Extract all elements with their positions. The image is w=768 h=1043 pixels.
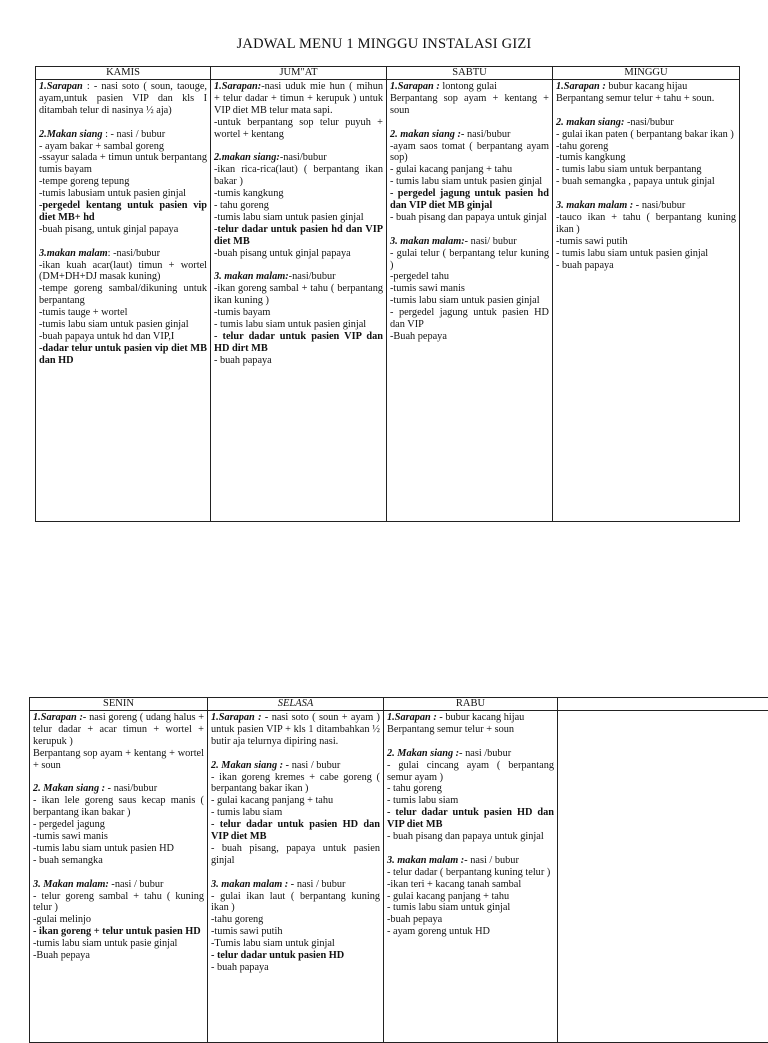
menu-line	[556, 176, 736, 188]
menu-item-text: - nasi soto ( soun, taouge, ayam,untuk pasien VIP dan kls I ditambah telur di nasinya ½ aja)	[39, 81, 207, 116]
menu-item-text: -tumis bayam	[214, 307, 270, 318]
menu-line	[39, 319, 207, 331]
menu-item-text: nasi soto ( soun + ayam ) untuk pasien VIP + kls 1 ditambahkan ½ butir aja telurnya dipiring nasi.	[211, 712, 380, 747]
menu-item-text: -buah pepaya	[387, 914, 442, 925]
menu-line	[387, 783, 554, 795]
menu-item-text: - pergedel jagung untuk pasien hd dan VIP diet MB ginjal	[390, 188, 549, 211]
menu-item-text: -buah pisang untuk ginjal papaya	[214, 248, 351, 259]
menu-line	[556, 117, 736, 129]
menu-item-text: nasi/bubur	[114, 783, 157, 794]
menu-item-text: -tumis tauge + wortel	[39, 307, 127, 318]
menu-table-week-part-2	[29, 697, 768, 1043]
menu-item-text: Berpantang semur telur + soun	[387, 724, 514, 735]
menu-item-text: - ayam bakar + sambal goreng	[39, 141, 164, 152]
menu-item-text: -gulai melinjo	[33, 914, 91, 925]
menu-item-text: - telur goreng sambal + tahu ( kuning telur )	[33, 891, 204, 914]
menu-item-text: - gulai kacang panjang + tahu	[390, 164, 512, 175]
menu-item-text: nasi / bubur	[115, 879, 164, 890]
meal-label: 2. Makan siang : -	[33, 783, 111, 794]
meal-section	[211, 879, 380, 974]
menu-line	[211, 926, 380, 938]
menu-item-text: -untuk berpantang sop telur puyuh + wortel + kentang	[214, 117, 383, 140]
menu-item-text: - tahu goreng	[387, 783, 442, 794]
menu-line	[211, 938, 380, 950]
menu-item-text: - tumis labu siam untuk pasien ginjal	[214, 319, 366, 330]
menu-line	[387, 795, 554, 807]
menu-line	[33, 819, 204, 831]
menu-item-text: -tahu goreng	[556, 141, 608, 152]
menu-item-text: -nasi/bubur	[113, 248, 160, 259]
menu-item-text: -tumis sawi manis	[33, 831, 108, 842]
menu-item-text: - telur dadar untuk pasien VIP dan HD dirt MB	[214, 331, 383, 354]
menu-line	[390, 236, 549, 248]
menu-item-text: -pergedel kentang untuk pasien vip diet MB+ hd	[39, 200, 207, 223]
menu-item-text: - telur dadar untuk pasien HD dan VIP diet MB	[387, 807, 554, 830]
menu-line	[33, 926, 204, 938]
menu-line	[39, 176, 207, 188]
menu-line	[390, 176, 549, 188]
menu-line	[390, 164, 549, 176]
menu-item-text: nasi / bubur	[297, 879, 346, 890]
menu-line	[214, 117, 383, 141]
menu-line	[39, 331, 207, 343]
day-cell-jumat	[211, 80, 387, 522]
menu-item-text: - gulai kacang panjang + tahu	[387, 891, 509, 902]
menu-line	[211, 879, 380, 891]
day-cell-empty	[558, 711, 768, 1043]
menu-line	[387, 760, 554, 784]
menu-line	[214, 331, 383, 355]
menu-line	[211, 843, 380, 867]
menu-line	[214, 200, 383, 212]
menu-line	[214, 224, 383, 248]
menu-item-text: - pergedel jagung untuk pasien HD dan VIP	[390, 307, 549, 330]
menu-line	[211, 962, 380, 974]
menu-item-text: -nasi/bubur	[627, 117, 674, 128]
menu-line	[390, 129, 549, 141]
meal-label: 2. makan siang:	[556, 117, 624, 128]
menu-line	[390, 93, 549, 117]
day-cell-sabtu	[387, 80, 553, 522]
menu-item-text: -tumis kangkung	[556, 152, 626, 163]
day-header-sabtu: SABTU	[387, 67, 553, 80]
menu-item-text: -tumis labusiam untuk pasien ginjal	[39, 188, 186, 199]
menu-line	[556, 141, 736, 153]
menu-line	[390, 271, 549, 283]
meal-label: 3. Makan malam: -	[33, 879, 115, 890]
menu-item-text: -tumis labu siam untuk pasie ginjal	[33, 938, 177, 949]
meal-section	[387, 712, 554, 736]
menu-item-text: -tumis labu siam untuk pasien ginjal	[39, 319, 189, 330]
meal-section	[390, 129, 549, 224]
meal-label: 1.Sarapan :-	[33, 712, 86, 723]
menu-line: 3.makan malam: -nasi/bubur	[39, 248, 207, 260]
menu-line	[211, 795, 380, 807]
meal-section	[211, 712, 380, 748]
meal-label: 3. makan malam:	[214, 271, 289, 282]
menu-line	[387, 748, 554, 760]
menu-line	[556, 81, 736, 93]
meal-label: 3. makan malam :-	[387, 855, 468, 866]
menu-line	[556, 248, 736, 260]
menu-item-text: -tumis labu siam untuk pasien HD	[33, 843, 174, 854]
menu-line: 1.Sarapan : - nasi soto ( soun, taouge, ayam,untuk pasien VIP dan kls I ditambah telur di nasinya ½ aja)	[39, 81, 207, 117]
menu-item-text: bubur kacang hijau	[608, 81, 687, 92]
menu-line	[214, 355, 383, 367]
meal-section	[390, 81, 549, 117]
menu-line	[33, 914, 204, 926]
menu-item-text: - ikan goreng + telur untuk pasien HD	[33, 926, 201, 937]
menu-line	[33, 891, 204, 915]
menu-line	[387, 891, 554, 903]
menu-line	[33, 855, 204, 867]
menu-line	[556, 129, 736, 141]
meal-label: 1.Sarapan	[39, 81, 83, 92]
menu-line	[214, 212, 383, 224]
meal-section	[39, 248, 207, 367]
menu-item-text: -Buah pepaya	[33, 950, 90, 961]
meal-section	[387, 855, 554, 938]
menu-item-text: -tauco ikan + tahu ( berpantang kuning ikan )	[556, 212, 736, 235]
menu-item-text: - gulai cincang ayam ( berpantang semur ayam )	[387, 760, 554, 783]
menu-item-text: - tumis labu siam untuk berpantang	[556, 164, 702, 175]
menu-line	[556, 164, 736, 176]
menu-item-text: - ayam goreng untuk HD	[387, 926, 490, 937]
menu-line	[214, 152, 383, 164]
day-header-rabu: RABU	[384, 698, 558, 711]
menu-item-text: nasi goreng ( udang halus + telur dadar + acar timun + wortel + kerupuk )	[33, 712, 204, 747]
menu-line	[211, 914, 380, 926]
meal-label: 3. makan malam:-	[390, 236, 468, 247]
meal-section	[214, 81, 383, 141]
menu-item-text: -telur dadar untuk pasien hd dan VIP diet MB	[214, 224, 383, 247]
menu-line	[387, 902, 554, 914]
menu-line	[214, 81, 383, 117]
document-title: JADWAL MENU 1 MINGGU INSTALASI GIZI	[0, 36, 768, 53]
menu-line	[211, 891, 380, 915]
meal-section	[214, 152, 383, 259]
menu-line	[556, 93, 736, 105]
menu-item-text: nasi/bubur	[467, 129, 510, 140]
day-cell-kamis	[36, 80, 211, 522]
meal-section	[33, 712, 204, 772]
menu-item-text: -Tumis labu siam untuk ginjal	[211, 938, 335, 949]
meal-label: 2. makan siang :-	[390, 129, 464, 140]
menu-item-text: - buah pisang, papaya untuk pasien ginjal	[211, 843, 380, 866]
menu-item-text: -pergedel tahu	[390, 271, 449, 282]
menu-item-text: - tumis labu siam	[387, 795, 458, 806]
menu-item-text: -tumis sawi putih	[211, 926, 283, 937]
menu-line	[214, 283, 383, 307]
day-header-minggu: MINGGU	[553, 67, 740, 80]
menu-item-text: nasi/ bubur	[471, 236, 517, 247]
meal-label: 1.Sarapan : -	[211, 712, 268, 723]
menu-item-text: -Buah pepaya	[390, 331, 447, 342]
menu-line	[390, 212, 549, 224]
menu-item-text: -nasi/bubur	[280, 152, 327, 163]
menu-item-text: -tempe goreng tepung	[39, 176, 129, 187]
menu-item-text: - telur dadar ( berpantang kuning telur )	[387, 867, 550, 878]
menu-line	[387, 867, 554, 879]
meal-label: 2.makan siang:	[214, 152, 280, 163]
menu-line	[33, 938, 204, 950]
meal-section	[556, 117, 736, 188]
menu-item-text: -nasi/bubur	[289, 271, 336, 282]
menu-line	[390, 188, 549, 212]
menu-item-text: nasi / bubur	[292, 760, 341, 771]
menu-item-text: - telur dadar untuk pasien HD	[211, 950, 344, 961]
meal-section	[33, 879, 204, 962]
menu-line	[390, 283, 549, 295]
menu-line	[556, 200, 736, 212]
menu-item-text: -ikan goreng sambal + tahu ( berpantang ikan kuning )	[214, 283, 383, 306]
menu-line	[214, 248, 383, 260]
menu-line	[39, 307, 207, 319]
meal-section	[387, 748, 554, 843]
menu-line	[387, 926, 554, 938]
day-cell-rabu	[384, 711, 558, 1043]
menu-item-text: -ayam saos tomat ( berpantang ayam sop)	[390, 141, 549, 164]
menu-item-text: Berpantang semur telur + tahu + soun.	[556, 93, 714, 104]
meal-label: 3. makan malam : -	[556, 200, 639, 211]
menu-item-text: -tumis sawi putih	[556, 236, 628, 247]
menu-item-text: - telur dadar untuk pasien HD dan VIP diet MB	[211, 819, 380, 842]
menu-item-text: - ikan lele goreng saus kecap manis ( berpantang ikan bakar )	[33, 795, 204, 818]
menu-item-text: -tumis kangkung	[214, 188, 284, 199]
menu-line	[556, 236, 736, 248]
menu-item-text: - ikan goreng kremes + cabe goreng ( berpantang bakar ikan )	[211, 772, 380, 795]
menu-item-text: -tumis sawi manis	[390, 283, 465, 294]
menu-line	[33, 748, 204, 772]
menu-item-text: -tumis labu siam untuk pasien ginjal	[214, 212, 364, 223]
menu-item-text: - gulai telur ( berpantang telur kuning )	[390, 248, 549, 271]
menu-item-text: Berpantang sop ayam + kentang + wortel + soun	[33, 748, 204, 771]
menu-line	[33, 795, 204, 819]
menu-line	[390, 295, 549, 307]
meal-section	[556, 81, 736, 105]
day-header-selasa: SELASA	[208, 698, 384, 711]
menu-item-text: nasi /bubur	[465, 748, 511, 759]
meal-label: 2. Makan siang : -	[211, 760, 289, 771]
menu-item-text: -tempe goreng sambal/dikuning untuk berpantang	[39, 283, 207, 306]
menu-item-text: -tumis labu siam untuk pasien ginjal	[390, 295, 540, 306]
menu-item-text: - tahu goreng	[214, 200, 269, 211]
menu-line	[39, 283, 207, 307]
menu-item-text: - gulai ikan laut ( berpantang kuning ikan )	[211, 891, 380, 914]
menu-line	[214, 188, 383, 200]
menu-line	[39, 152, 207, 176]
menu-item-text: -tahu goreng	[211, 914, 263, 925]
menu-line	[33, 843, 204, 855]
menu-line	[211, 712, 380, 748]
menu-item-text: - buah semangka , papaya untuk ginjal	[556, 176, 715, 187]
menu-item-text: - tumis labu siam untuk ginjal	[387, 902, 510, 913]
menu-item-text: nasi/bubur	[642, 200, 685, 211]
menu-line	[33, 712, 204, 748]
menu-item-text: -buah pisang, untuk ginjal papaya	[39, 224, 178, 235]
meal-label: 3. makan malam : -	[211, 879, 294, 890]
menu-item-text: -ikan kuah acar(laut) timun + wortel (DM+DH+DJ masak kuning)	[39, 260, 207, 283]
menu-item-text: - tumis labu siam untuk pasien ginjal	[556, 248, 708, 259]
day-cell-senin	[30, 711, 208, 1043]
menu-line	[390, 141, 549, 165]
menu-line	[390, 81, 549, 93]
menu-line	[33, 879, 204, 891]
menu-item-text: - buah papaya	[214, 355, 272, 366]
menu-line	[39, 141, 207, 153]
menu-line	[390, 307, 549, 331]
menu-line	[39, 343, 207, 367]
menu-item-text: lontong gulai	[442, 81, 497, 92]
menu-line	[39, 260, 207, 284]
menu-line	[211, 950, 380, 962]
menu-item-text: - buah papaya	[556, 260, 614, 271]
menu-item-text: - buah pisang dan papaya untuk ginjal	[387, 831, 544, 842]
menu-line	[211, 819, 380, 843]
day-header-jumat: JUM"AT	[211, 67, 387, 80]
menu-line	[556, 260, 736, 272]
meal-section	[33, 783, 204, 866]
menu-line	[387, 724, 554, 736]
meal-label: 1.Sarapan:	[214, 81, 261, 92]
menu-item-text: -buah papaya untuk hd dan VIP,I	[39, 331, 174, 342]
day-header-senin: SENIN	[30, 698, 208, 711]
menu-line	[214, 164, 383, 188]
menu-line	[214, 319, 383, 331]
day-cell-minggu	[553, 80, 740, 522]
menu-item-text: - pergedel jagung	[33, 819, 105, 830]
menu-line	[387, 712, 554, 724]
menu-line	[387, 879, 554, 891]
menu-item-text: - gulai kacang panjang + tahu	[211, 795, 333, 806]
meal-section	[39, 129, 207, 236]
day-header-kamis: KAMIS	[36, 67, 211, 80]
menu-item-text: -dadar telur untuk pasien vip diet MB dan HD	[39, 343, 207, 366]
menu-line	[387, 914, 554, 926]
menu-line	[211, 760, 380, 772]
menu-table-week-part-1	[35, 66, 740, 522]
menu-line	[39, 200, 207, 224]
menu-item-text: - buah pisang dan papaya untuk ginjal	[390, 212, 547, 223]
menu-line	[390, 331, 549, 343]
menu-item-text: -nasi uduk mie hun ( mihun + telur dadar + timun + kerupuk ) untuk VIP diet MB telur mata sapi.	[214, 81, 383, 116]
menu-item-text: bubur kacang hijau	[445, 712, 524, 723]
menu-item-text: -ikan teri + kacang tanah sambal	[387, 879, 521, 890]
menu-line	[214, 307, 383, 319]
menu-line	[33, 783, 204, 795]
menu-item-text: - buah semangka	[33, 855, 103, 866]
menu-item-text: - buah papaya	[211, 962, 269, 973]
menu-item-text: - tumis labu siam	[211, 807, 282, 818]
menu-item-text: - nasi / bubur	[111, 129, 166, 140]
menu-line	[39, 224, 207, 236]
menu-line	[33, 831, 204, 843]
menu-item-text: nasi / bubur	[470, 855, 519, 866]
meal-section	[39, 81, 207, 117]
menu-line	[39, 188, 207, 200]
meal-label: 1.Sarapan :	[390, 81, 440, 92]
menu-line	[33, 950, 204, 962]
menu-line	[211, 772, 380, 796]
meal-label: 1.Sarapan : -	[387, 712, 443, 723]
menu-item-text: -ssayur salada + timun untuk berpantang tumis bayam	[39, 152, 207, 175]
meal-section	[556, 200, 736, 271]
menu-line	[556, 152, 736, 164]
menu-line: 2.Makan siang : - nasi / bubur	[39, 129, 207, 141]
menu-line	[387, 807, 554, 831]
menu-item-text: Berpantang sop ayam + kentang + soun	[390, 93, 549, 116]
menu-line	[387, 831, 554, 843]
menu-line	[556, 212, 736, 236]
meal-label: 3.makan malam	[39, 248, 108, 259]
day-header-empty	[558, 698, 768, 711]
meal-label: 2. Makan siang :-	[387, 748, 463, 759]
menu-item-text: - tumis labu siam untuk pasien ginjal	[390, 176, 542, 187]
menu-line	[211, 807, 380, 819]
meal-section	[214, 271, 383, 366]
meal-section	[211, 760, 380, 867]
menu-line	[214, 271, 383, 283]
meal-label: 2.Makan siang	[39, 129, 103, 140]
meal-section	[390, 236, 549, 343]
menu-line	[387, 855, 554, 867]
menu-item-text: -ikan rica-rica(laut) ( berpantang ikan bakar )	[214, 164, 383, 187]
menu-item-text: - gulai ikan paten ( berpantang bakar ikan )	[556, 129, 734, 140]
day-cell-selasa	[208, 711, 384, 1043]
menu-line	[390, 248, 549, 272]
meal-label: 1.Sarapan :	[556, 81, 606, 92]
